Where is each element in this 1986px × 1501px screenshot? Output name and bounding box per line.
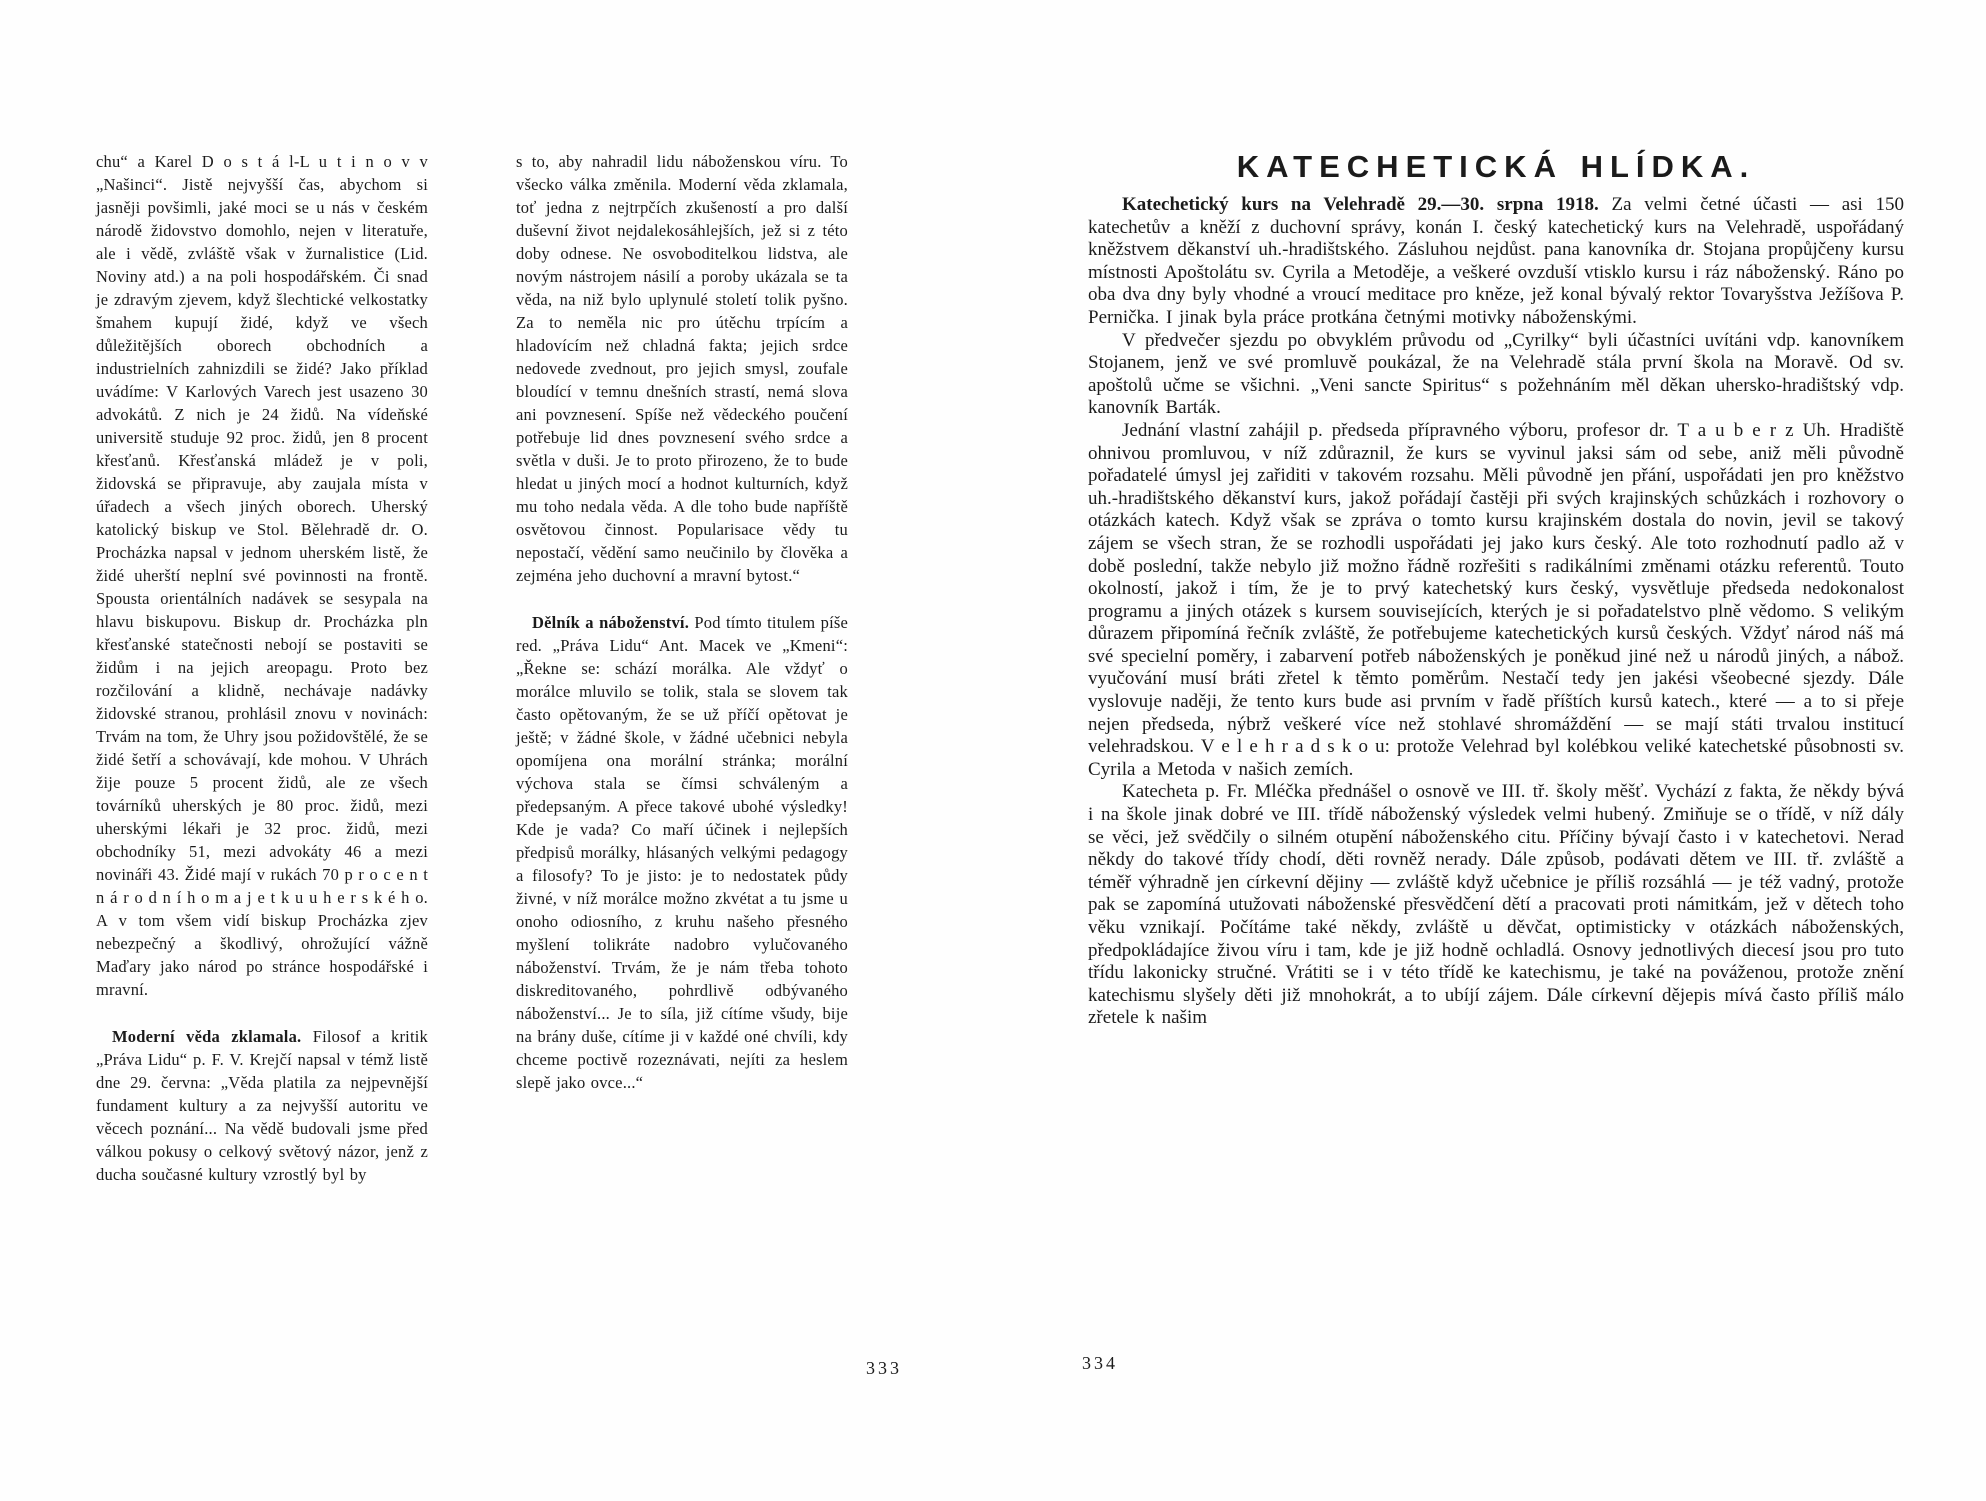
paragraph <box>1088 194 1904 330</box>
paragraph-text: Za velmi četné účasti — asi 150 katechetův a kněží z duchovní správy, konán I. český katechetický kurs na Velehradě, uspořádaný kněžstvem děkanství uh.-hradištského. Zásluhou nejdůst. pana kanovníka dr. Stojana propůjčeny kursu místnosti Apoštolátu sv. Cyrila a Metoděje, a veškeré ovzduší vtisklo kursu i ráz náboženský. Ráno po oba dva dny byly vhodné a vroucí meditace pro kněze, jež konal bývalý rektor Tovaryšstva Ježíšova P. Pernička. I jinak byla práce protkána četnými motivky náboženskými. <box>1088 194 1905 328</box>
paragraph-text: Filosof a kritik „Práva Lidu“ p. F. V. Krejčí napsal v témž listě dne 29. června: „Věda platila za nejpevnější fundament kultury a za nejvyšší autoritu ve věcech poznání... Na vědě budovali jsme před válkou pokusy o celkový světový názor, jenž z ducha současné kultury vzrostlý byl by <box>96 1027 428 1184</box>
paragraph <box>1088 420 1904 782</box>
bold-lead: Katechetický kurs na Velehradě 29.—30. srpna 1918. <box>1122 194 1599 215</box>
left-column-2 <box>516 150 848 1094</box>
page-number-left: 333 <box>866 1358 902 1378</box>
paragraph-text: Pod tímto titulem píše red. „Práva Lidu“ Ant. Macek ve „Kmeni“: „Řekne se: schází morálka. Ale vždyť o morálce mluvilo se tolik, stala se slovem tak často opětovaným, že se už příčí opětovat je ještě; v žádné škole, v žádné učebnici nebyla opomíjena ona morální stránka; morální výchova stala se čímsi schváleným a předepsaným. A přece takové ubohé výsledky! Kde je vada? Co maří účinek i nejlepších předpisů morálky, hlásaných velkými pedagogy a filosofy? To je jisto: je to nedostatek půdy živné, v níž morálce možno zkvétat a tu jsme u onoho odiosního, z kruhu našeho přesného myšlení tolikráte nadobro vylučovaného náboženství. Trvám, že je nám třeba tohoto diskreditovaného, pohrdlivě odbývaného náboženství... Je to síla, již cítíme všudy, bije na brány duše, cítíme ji v každé oné chvíli, kdy chceme poctivě rozeznávati, nejíti za heslem slepě jako ovce...“ <box>516 613 849 1092</box>
bold-lead: Moderní věda zklamala. <box>112 1027 302 1046</box>
bold-lead: Dělník a náboženství. <box>532 613 690 632</box>
paragraph-text: Jednání vlastní zahájil p. předseda přípravného výboru, profesor dr. T a u b e r z Uh. Hradiště ohnivou promluvou, v níž zdůraznil, že kurs se vyvinul jaksi sám od sebe, aniž měli původně pořadatelé úmysl jej zařiditi v takovém rozsahu. Měli původně jen přání, uspořádati jen pro kněžstvo uh.-hradištského děkanství kurs, jakož pořádají častěji při svých krajinských schůzkách i rozhovory o otázkách katech. Když však se zpráva o tomto kursu krajinském dostala do novin, jevil se takový zájem se všech stran, že se rozhodli uspořádati jej jako kurs český. Ale toto rozhodnutí padlo až v době poslední, takže nebylo již možno řádně rozřešiti s radikálními změnami otázku referentů. Touto okolností, jakož i tím, že je to prvý katechetský kurs český, vysvětluje předseda nedokonalost programu a jiných otázek s kursem souvisejících, kterých je si pořadatelstvo plně vědomo. S velikým důrazem připomíná řečník zvláště, že potřebujeme katechetických kursů českých. Vždyť národ náš má své specielní poměry, i zabarvení potřeb náboženských je poněkud jiné než u národů jiných, a nábož. vyučování musí bráti zřetel k těmto poměrům. Nestačí tedy jen jakési všeobecné sjezdy. Dále vyslovuje naději, že tento kurs bude asi prvním v řadě příštích kursů katech., které — a to si přeje nejen předseda, nýbrž veškeré více než stohlavé shromáždění — se mají státi trvalou institucí velehradskou. V e l e h r a d s k o u: protože Velehrad byl kolébkou veliké katechetské působnosti sv. Cyrila a Metoda v našich zemích. <box>1088 419 1904 780</box>
page-number-right: 334 <box>1082 1353 1118 1373</box>
section-heading: KATECHETICKÁ HLÍDKA. <box>1236 149 1756 184</box>
paragraph <box>1088 330 1904 420</box>
paragraph-text: chu“ a Karel D o s t á l-L u t i n o v v „Našinci“. Jistě nejvyšší čas, abychom si jasněji povšimli, jaké moci se u nás v českém národě židovstvo domohlo, nejen v literatuře, ale i vědě, zvláště však v žurnalistice (Lid. Noviny atd.) a na poli hospodářském. Či snad je zdravým zjevem, když šlechtické velkostatky šmahem kupují židé, když ve všech důležitějších oborech obchodních a industrielních zahnizdili se židé? Jako příklad uvádíme: V Karlových Varech jest usazeno 30 advokátů. Z nich je 24 židů. Na vídeňské universitě studuje 92 proc. židů, jen 8 procent křesťanů. Křesťanská mládež je v poli, židovská se připravuje, aby zaujala místa v úřadech a všech jiných oborech. Uherský katolický biskup ve Stol. Bělehradě dr. O. Procházka napsal v jednom uherském listě, že židé uherští neplní své povinnosti na frontě. Spousta orientálních nadávek se sesypala na hlavu biskupovu. Biskup dr. Procházka pln křesťanské statečnosti nebojí se postaviti se židům i na jejich areopagu. Proto bez rozčilování a klidně, nechávaje nadávky židovské stranou, prohlásil znovu v novinách: Trvám na tom, že Uhry jsou požidovštělé, že se židé šetří a schovávají, kde mohou. V Uhrách žije pouze 5 procent židů, ale ze všech továrníků uherských je 80 proc. židů, mezi uherskými lékaři je 32 proc. židů, mezi obchodníky 51, mezi advokáty 46 a mezi novináři 43. Židé mají v rukách 70 p r o c e n t n á r o d n í h o m a j e t k u u h e r s k é h o. A v tom všem vidí biskup Procházka zjev nebezpečný a škodlivý, ohrožující vážně Maďary jako národ po stránce hospodářské i mravní. <box>96 152 428 999</box>
right-page-body <box>1088 150 1904 1030</box>
paragraph <box>1088 781 1904 1030</box>
paragraph <box>96 1025 428 1186</box>
paragraph-text: Katecheta p. Fr. Mléčka přednášel o osnově ve III. tř. školy měšť. Vychází z fakta, že někdy bývá i na škole jinak dobré ve III. třídě náboženský výsledek velmi hubený. Zmiňuje se o třídě, v níž dály se věci, jež svědčily o silném otupění náboženského citu. Příčiny bývají často i v katechetovi. Nerad někdy do takové třídy chodí, děti rovněž nerady. Dále způsob, podávati dětem ve III. tř. zvláště a téměř výhradně jen církevní dějiny — zvláště když učebnice je příliš rozsáhlá — je též vadný, protože pak se zapomíná utužovati náboženské přesvědčení dětí a pracovati proti námitkám, jež v dětech toho věku vznikají. Počítáme také někdy, zvláště u děvčat, optimisticky v otázkách náboženských, předpokládajíce živou víru i tam, kde je již hodně ochladlá. Osnovy jednotlivých diecesí jsou pro tuto třídu lakonicky stručné. Vrátiti se i v této třídě ke katechismu, je také na pováženou, protože znění katechismu slyšely děti již mnohokrát, a to ubíjí zájem. Dále církevní dějepis mívá často příliš málo zřetele k našim <box>1088 781 1904 1029</box>
paragraph <box>516 150 848 587</box>
paragraph <box>96 150 428 1001</box>
paragraph-text: s to, aby nahradil lidu náboženskou víru. To všecko válka změnila. Moderní věda zklamala, toť jedna z nejtrpčích zkušeností a pro další duševní život nejdalekosáhlejších, jež si z této doby odnese. Ne osvoboditelkou lidstva, ale novým nástrojem násilí a poroby ukázala se ta věda, na niž bylo uplynulé století tolik pyšno. Za to neměla nic pro útěchu trpícím a hladovícím než chladná fakta; jejich srdce nedovede zvednout, pro jejich smysl, zoufale bloudící v temnu dnešních strastí, nemá slova ani povznesení. Spíše než vědeckého poučení potřebuje lid dnes povznesení svého srdce a světla v duši. Je to proto přirozeno, že to bude hledat u jiných mocí a hodnot kulturních, když mu toho nedala věda. A dle toho bude napříště osvětovou činnost. Popularisace vědy tu nepostačí, vědění samo neučinilo by člověka a zejména jeho duchovní a mravní bytost.“ <box>516 152 848 585</box>
paragraph <box>516 611 848 1094</box>
paragraph-text: V předvečer sjezdu po obvyklém průvodu od „Cyrilky“ byli účastníci uvítáni vdp. kanovníkem Stojanem, jenž ve své promluvě poukázal, že na Velehradě stála první škola na Moravě. Od sv. apoštolů učme se všichni. „Veni sancte Spiritus“ s požehnáním měl děkan uhersko-hradištský vdp. kanovník Barták. <box>1088 329 1904 419</box>
left-column-1 <box>96 150 428 1186</box>
